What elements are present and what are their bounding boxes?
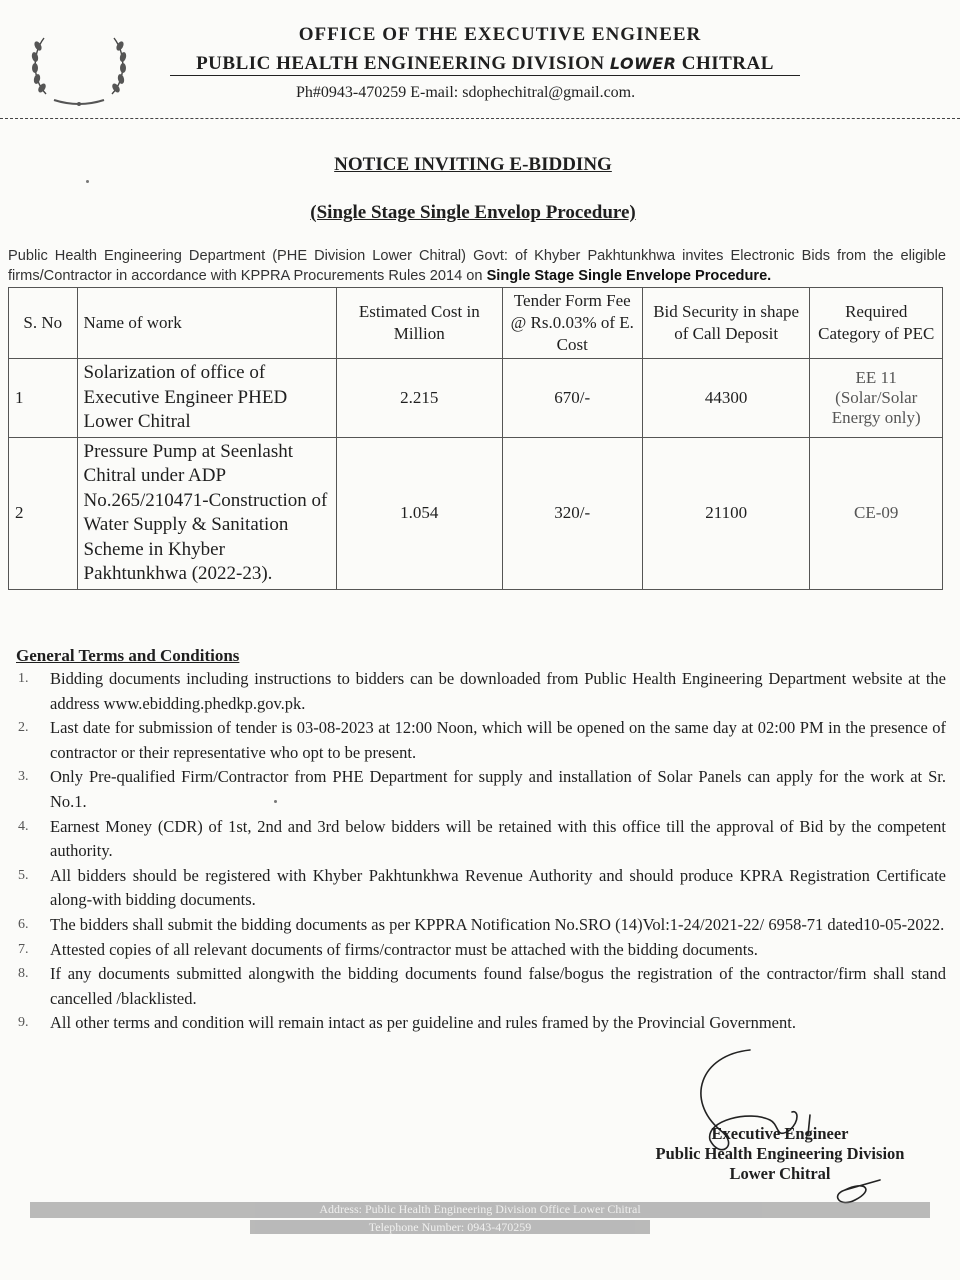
- row-work: Pressure Pump at Seenlasht Chitral under ADP No.265/210471-Construction of Water Supply & Sanitation Scheme in Khyber Pakhtunkhwa (2022-23).: [77, 437, 336, 589]
- row-fee: 670/-: [502, 359, 642, 438]
- table-row: [9, 437, 943, 589]
- row-category: EE 11 (Solar/Solar Energy only): [810, 359, 943, 438]
- row-sno: 2: [9, 437, 78, 589]
- list-item: [0, 1011, 946, 1036]
- header-sno: S. No: [9, 288, 78, 359]
- division-title-post: CHITRAL: [676, 53, 774, 74]
- row-cost: 2.215: [336, 359, 502, 438]
- table-row: [9, 359, 943, 438]
- term-text: Earnest Money (CDR) of 1st, 2nd and 3rd below bidders will be retained with this office till the approval of Bid by the competent authority.: [50, 816, 946, 861]
- signatory-location: Lower Chitral: [729, 1164, 831, 1183]
- header-security: Bid Security in shape of Call Deposit: [642, 288, 810, 359]
- letterhead: [0, 18, 960, 108]
- list-item: [0, 765, 946, 814]
- term-number: 2.: [18, 720, 29, 736]
- footer-address: Address: Public Health Engineering Division Office Lower Chitral: [30, 1202, 930, 1218]
- list-item: [0, 938, 946, 963]
- notice-subtitle: (Single Stage Single Envelop Procedure): [310, 202, 636, 223]
- header-work: Name of work: [77, 288, 336, 359]
- signatory-title: Executive Engineer: [711, 1124, 849, 1143]
- division-title-pre: PUBLIC HEALTH ENGINEERING DIVISION: [196, 53, 610, 74]
- term-text: Bidding documents including instructions to bidders can be downloaded from Public Health Engineering Department website at the address www.ebidding.phedkp.gov.pk.: [50, 669, 946, 713]
- term-text: All other terms and condition will remain intact as per guideline and rules framed by the Provincial Government.: [50, 1013, 796, 1033]
- term-text: All bidders should be registered with Khyber Pakhtunkhwa Revenue Authority and should produce KPRA Registration Certificate along-with bidding documents.: [50, 865, 946, 910]
- term-number: 5.: [18, 867, 29, 883]
- intro-paragraph: [8, 246, 946, 286]
- header-category: Required Category of PEC: [810, 288, 943, 359]
- row-sno: 1: [9, 359, 78, 438]
- header-cost: Estimated Cost in Million: [336, 288, 502, 359]
- contact-info: Ph#0943-470259 E-mail: sdophechitral@gmail.com.: [296, 84, 636, 101]
- term-number: 3.: [18, 769, 29, 785]
- signatory-division: Public Health Engineering Division: [655, 1144, 905, 1163]
- row-fee: 320/-: [502, 437, 642, 589]
- term-number: 8.: [18, 966, 29, 982]
- term-text: Last date for submission of tender is 03-08-2023 at 12:00 Noon, which will be opened on the same day at 02:00 PM in the presence of contractor or their representative who opt to be present.: [50, 718, 946, 762]
- list-item: [0, 962, 946, 1011]
- terms-list: [0, 667, 946, 1036]
- footer-phone: Telephone Number: 0943-470259: [250, 1220, 650, 1234]
- list-item: [0, 864, 946, 913]
- list-item: [0, 913, 946, 938]
- term-text: Only Pre-qualified Firm/Contractor from PHE Department for supply and installation of Solar Panels can apply for the work at Sr. No.1.: [50, 767, 946, 811]
- signature-block: [620, 1124, 940, 1184]
- list-item: [0, 667, 946, 716]
- government-emblem-icon: [24, 24, 134, 119]
- term-number: 9.: [18, 1015, 29, 1031]
- row-work: Solarization of office of Executive Engineer PHED Lower Chitral: [77, 359, 336, 438]
- header-divider: [0, 118, 960, 119]
- row-security: 21100: [642, 437, 810, 589]
- term-number: 1.: [18, 671, 29, 686]
- term-text: Attested copies of all relevant documents of firms/contractor must be attached with the bidding documents.: [50, 939, 758, 959]
- term-text: The bidders shall submit the bidding documents as per KPPRA Notification No.SRO (14)Vol:1-24/2021-22/ 6958-71 dated10-05-2022.: [50, 914, 945, 934]
- terms-heading: General Terms and Conditions: [16, 646, 240, 665]
- notice-title: NOTICE INVITING E-BIDDING: [334, 154, 612, 175]
- row-category: CE-09: [810, 437, 943, 589]
- row-cost: 1.054: [336, 437, 502, 589]
- header-fee: Tender Form Fee @ Rs.0.03% of E. Cost: [502, 288, 642, 359]
- scan-speck: [274, 800, 277, 803]
- row-security: 44300: [642, 359, 810, 438]
- intro-bold-text: Single Stage Single Envelope Procedure.: [486, 268, 772, 284]
- term-text: If any documents submitted alongwith the bidding documents found false/bogus the registration of the contractor/firm shall stand cancelled /blacklisted.: [50, 964, 946, 1008]
- term-number: 6.: [18, 916, 29, 932]
- table-header-row: [9, 288, 943, 359]
- office-title: OFFICE OF THE EXECUTIVE ENGINEER: [298, 24, 702, 45]
- scan-speck: [86, 180, 89, 183]
- list-item: [0, 716, 946, 765]
- term-number: 4.: [18, 818, 29, 834]
- list-item: [0, 815, 946, 864]
- division-title: [170, 53, 800, 76]
- intro-text: Public Health Engineering Department (PHE Division Lower Chitral) Govt: of Khyber Pakhtunkhwa invites Electronic Bids from the eligible firms/Contractor in accordance with KPPRA Procurements Rules 2014 on: [8, 248, 946, 284]
- term-number: 7.: [18, 941, 29, 957]
- tender-table: [8, 287, 943, 590]
- division-title-handwritten: LOWER: [609, 54, 677, 73]
